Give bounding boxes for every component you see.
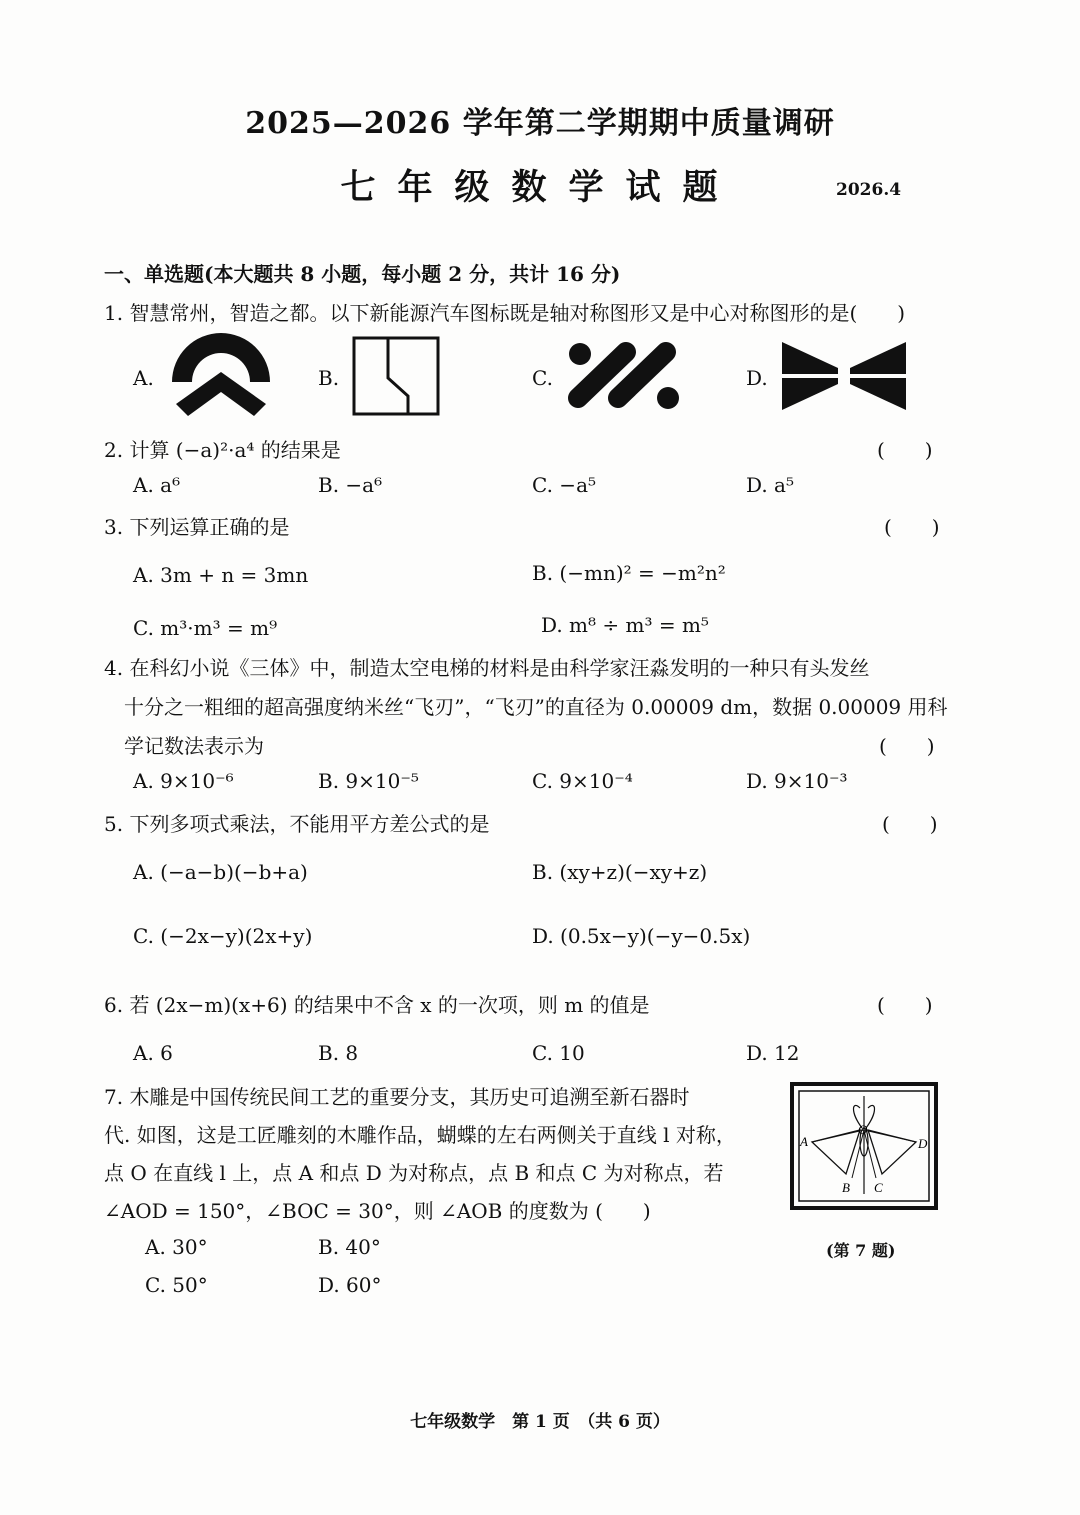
question-7-stem-line3: 点 O 在直线 l 上，点 A 和点 D 为对称点，点 B 和点 C 为对称点，若 xyxy=(104,1161,724,1185)
figure-caption: (第 7 题) xyxy=(826,1241,896,1260)
q6-answer-bracket: ( ) xyxy=(877,993,933,1017)
q6-option-c: C. 10 xyxy=(532,1041,585,1065)
question-3-stem: 3. 下列运算正确的是 xyxy=(104,515,290,539)
q5-option-c: C. (−2x−y)(2x+y) xyxy=(133,924,313,948)
q1-label-b: B. xyxy=(318,366,340,390)
arch-chevron-logo-icon xyxy=(168,332,274,420)
section-heading: 一、单选题(本大题共 8 小题，每小题 2 分，共计 16 分) xyxy=(104,262,621,286)
question-4-stem-line1: 4. 在科幻小说《三体》中，制造太空电梯的材料是由科学家汪淼发明的一种只有头发丝 xyxy=(104,656,870,680)
figure-label-b: B xyxy=(842,1180,850,1195)
q6-option-b: B. 8 xyxy=(318,1041,359,1065)
q7-option-a: A. 30° xyxy=(145,1235,208,1259)
q2-option-d: D. a⁵ xyxy=(746,473,794,497)
q2-option-c: C. −a⁵ xyxy=(532,473,597,497)
q5-option-a: A. (−a−b)(−b+a) xyxy=(133,860,308,884)
q1-label-d: D. xyxy=(746,366,768,390)
question-1-stem: 1. 智慧常州，智造之都。以下新能源汽车图标既是轴对称图形又是中心对称图形的是( ) xyxy=(104,301,906,325)
q5-option-b: B. (xy+z)(−xy+z) xyxy=(532,860,708,884)
q3-option-c: C. m³·m³ = m⁹ xyxy=(133,616,278,640)
q5-option-d: D. (0.5x−y)(−y−0.5x) xyxy=(532,924,751,948)
question-7-stem-line1: 7. 木雕是中国传统民间工艺的重要分支，其历史可追溯至新石器时 xyxy=(104,1085,690,1109)
q4-option-b: B. 9×10⁻⁵ xyxy=(318,769,419,793)
q3-option-a: A. 3m + n = 3mn xyxy=(133,563,309,587)
q1-label-c: C. xyxy=(532,366,553,390)
question-2-stem: 2. 计算 (−a)²·a⁴ 的结果是 xyxy=(104,438,341,462)
q6-option-a: A. 6 xyxy=(133,1041,173,1065)
exam-date: 2026.4 xyxy=(836,180,902,200)
q7-option-c: C. 50° xyxy=(145,1273,208,1297)
figure-label-c: C xyxy=(874,1180,883,1195)
q4-option-c: C. 9×10⁻⁴ xyxy=(532,769,633,793)
question-4-stem-line3: 学记数法表示为 xyxy=(124,734,264,758)
q4-option-d: D. 9×10⁻³ xyxy=(746,769,848,793)
figure-label-a: A xyxy=(800,1134,808,1149)
page-footer: 七年级数学 第 1 页 （共 6 页） xyxy=(410,1412,670,1432)
exam-title-line2: 七年级数学试题 xyxy=(340,167,740,208)
q4-answer-bracket: ( ) xyxy=(879,734,935,758)
question-4-stem-line2: 十分之一粗细的超高强度纳米丝“飞刃”，“飞刃”的直径为 0.00009 dm，数据 0.00009 用科 xyxy=(124,695,948,719)
figure-label-o: O xyxy=(858,1122,868,1137)
q1-label-a: A. xyxy=(133,366,154,390)
q7-option-d: D. 60° xyxy=(318,1273,382,1297)
q3-option-d: D. m⁸ ÷ m³ = m⁵ xyxy=(541,613,709,637)
q2-answer-bracket: ( ) xyxy=(877,438,933,462)
q2-option-b: B. −a⁶ xyxy=(318,473,383,497)
square-step-logo-icon xyxy=(352,336,440,416)
q7-butterfly-figure xyxy=(790,1082,938,1210)
bowtie-logo-icon xyxy=(780,340,908,412)
question-5-stem: 5. 下列多项式乘法，不能用平方差公式的是 xyxy=(104,812,490,836)
q5-answer-bracket: ( ) xyxy=(882,812,938,836)
q7-option-b: B. 40° xyxy=(318,1235,381,1259)
question-6-stem: 6. 若 (2x−m)(x+6) 的结果中不含 x 的一次项，则 m 的值是 xyxy=(104,993,650,1017)
q3-answer-bracket: ( ) xyxy=(884,515,940,539)
q3-option-b: B. (−mn)² = −m²n² xyxy=(532,561,726,585)
exam-title-line1: 2025—2026 学年第二学期期中质量调研 xyxy=(245,106,835,141)
q2-option-a: A. a⁶ xyxy=(133,473,181,497)
q6-option-d: D. 12 xyxy=(746,1041,800,1065)
slashes-dots-logo-icon xyxy=(564,340,684,412)
question-7-stem-line4: ∠AOD = 150°，∠BOC = 30°，则 ∠AOB 的度数为 ( ) xyxy=(104,1199,651,1223)
figure-label-d: D xyxy=(918,1136,928,1151)
question-7-stem-line2: 代. 如图，这是工匠雕刻的木雕作品，蝴蝶的左右两侧关于直线 l 对称， xyxy=(104,1123,736,1147)
q4-option-a: A. 9×10⁻⁶ xyxy=(133,769,234,793)
